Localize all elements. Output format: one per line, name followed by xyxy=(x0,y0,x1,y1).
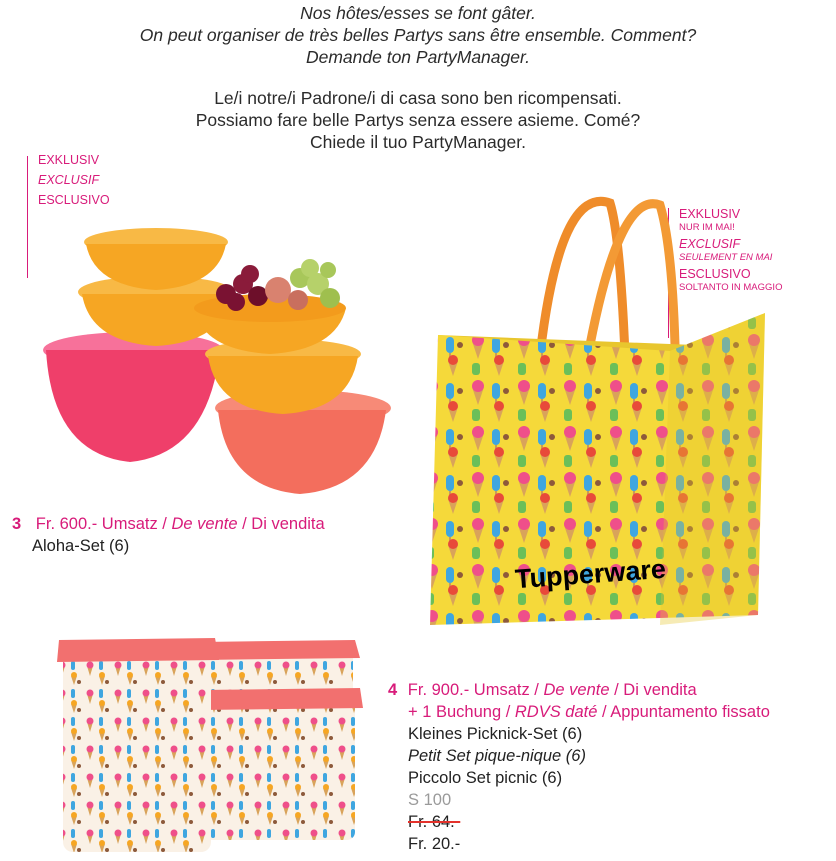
intro-fr-line-1: Nos hôtes/esses se font gâter. xyxy=(300,3,536,23)
container-back-right-lid xyxy=(197,640,360,660)
offer-4-booking-de: + 1 Buchung / xyxy=(408,703,515,721)
bag-brand-logo: Tupperware xyxy=(514,553,667,595)
offer-4-sep: / xyxy=(609,681,624,699)
container-left-lid xyxy=(57,638,219,662)
offer-3-it: Di vendita xyxy=(251,515,325,533)
badge-left-rule xyxy=(27,156,28,278)
offer-4-code: S 100 xyxy=(408,791,452,809)
container-left xyxy=(63,652,211,852)
container-front-right xyxy=(205,700,355,840)
offer-4 xyxy=(388,679,697,701)
offer-4-product-it: Piccolo Set picnic (6) xyxy=(408,769,563,787)
badge-right-de: EXKLUSIV xyxy=(679,207,741,221)
bag-handle-right xyxy=(590,204,675,345)
aloha-bowls-image xyxy=(38,222,393,500)
bag-handle-left xyxy=(540,201,625,355)
offer-4-product-fr: Petit Set pique-nique (6) xyxy=(408,747,586,765)
badge-left-it: ESCLUSIVO xyxy=(38,193,110,207)
offer-4-amount: Fr. 900.- Umsatz / xyxy=(407,681,544,699)
offer-4-new-price: Fr. 20.- xyxy=(408,835,461,853)
intro-it-line-1: Le/i notre/i Padrone/i di casa sono ben ricompensati. xyxy=(214,88,622,108)
badge-right-it-sub: SOLTANTO IN MAGGIO xyxy=(679,282,783,293)
offer-4-fr: De vente xyxy=(543,681,610,699)
coral-bowl xyxy=(218,410,386,494)
offer-4-it: Di vendita xyxy=(623,681,697,699)
intro-fr-line-3: Demande ton PartyManager. xyxy=(305,47,531,67)
intro-it-line-2: Possiamo fare belle Partys senza essere asieme. Comé? xyxy=(195,110,641,130)
bag-side-shade xyxy=(660,313,765,625)
offer-4-booking-it: Appuntamento fissato xyxy=(610,703,770,721)
offer-4-booking-sep: / xyxy=(597,703,611,721)
intro-it-line-3: Chiede il tuo PartyManager. xyxy=(310,132,526,152)
badge-left-fr: EXCLUSIF xyxy=(38,173,100,187)
offer-4-booking xyxy=(408,701,770,723)
pink-bowl xyxy=(46,350,220,462)
intro-french xyxy=(0,2,836,68)
offer-3-sep: / xyxy=(237,515,252,533)
offer-4-booking-fr: RDVS daté xyxy=(514,703,598,721)
badge-right-fr-sub: SEULEMENT EN MAI xyxy=(679,252,773,263)
offer-3-fr: De vente xyxy=(171,515,238,533)
offer-3-number: 3 xyxy=(12,515,22,533)
offer-3-product: Aloha-Set (6) xyxy=(32,537,130,555)
badge-right-fr: EXCLUSIF xyxy=(679,237,741,251)
offer-4-number: 4 xyxy=(388,681,398,699)
offer-3-amount: Fr. 600.- Umsatz / xyxy=(35,515,172,533)
picnic-containers-image xyxy=(55,630,365,855)
badge-left-de: EXKLUSIV xyxy=(38,153,100,167)
intro-italian xyxy=(0,87,836,153)
offer-4-product-de: Kleines Picknick-Set (6) xyxy=(408,725,583,743)
badge-left xyxy=(38,150,110,210)
tote-bag-image xyxy=(420,195,765,655)
intro-fr-line-2: On peut organiser de très belles Partys sans être ensemble. Comment? xyxy=(139,25,697,45)
container-front-right-lid xyxy=(199,688,363,710)
offer-3 xyxy=(12,513,325,535)
badge-right-de-sub: NUR IM MAI! xyxy=(679,222,735,233)
offer-4-old-price-text: Fr. 64.- xyxy=(408,813,461,831)
offer-4-old-price xyxy=(408,811,460,833)
badge-right-it: ESCLUSIVO xyxy=(679,267,751,281)
